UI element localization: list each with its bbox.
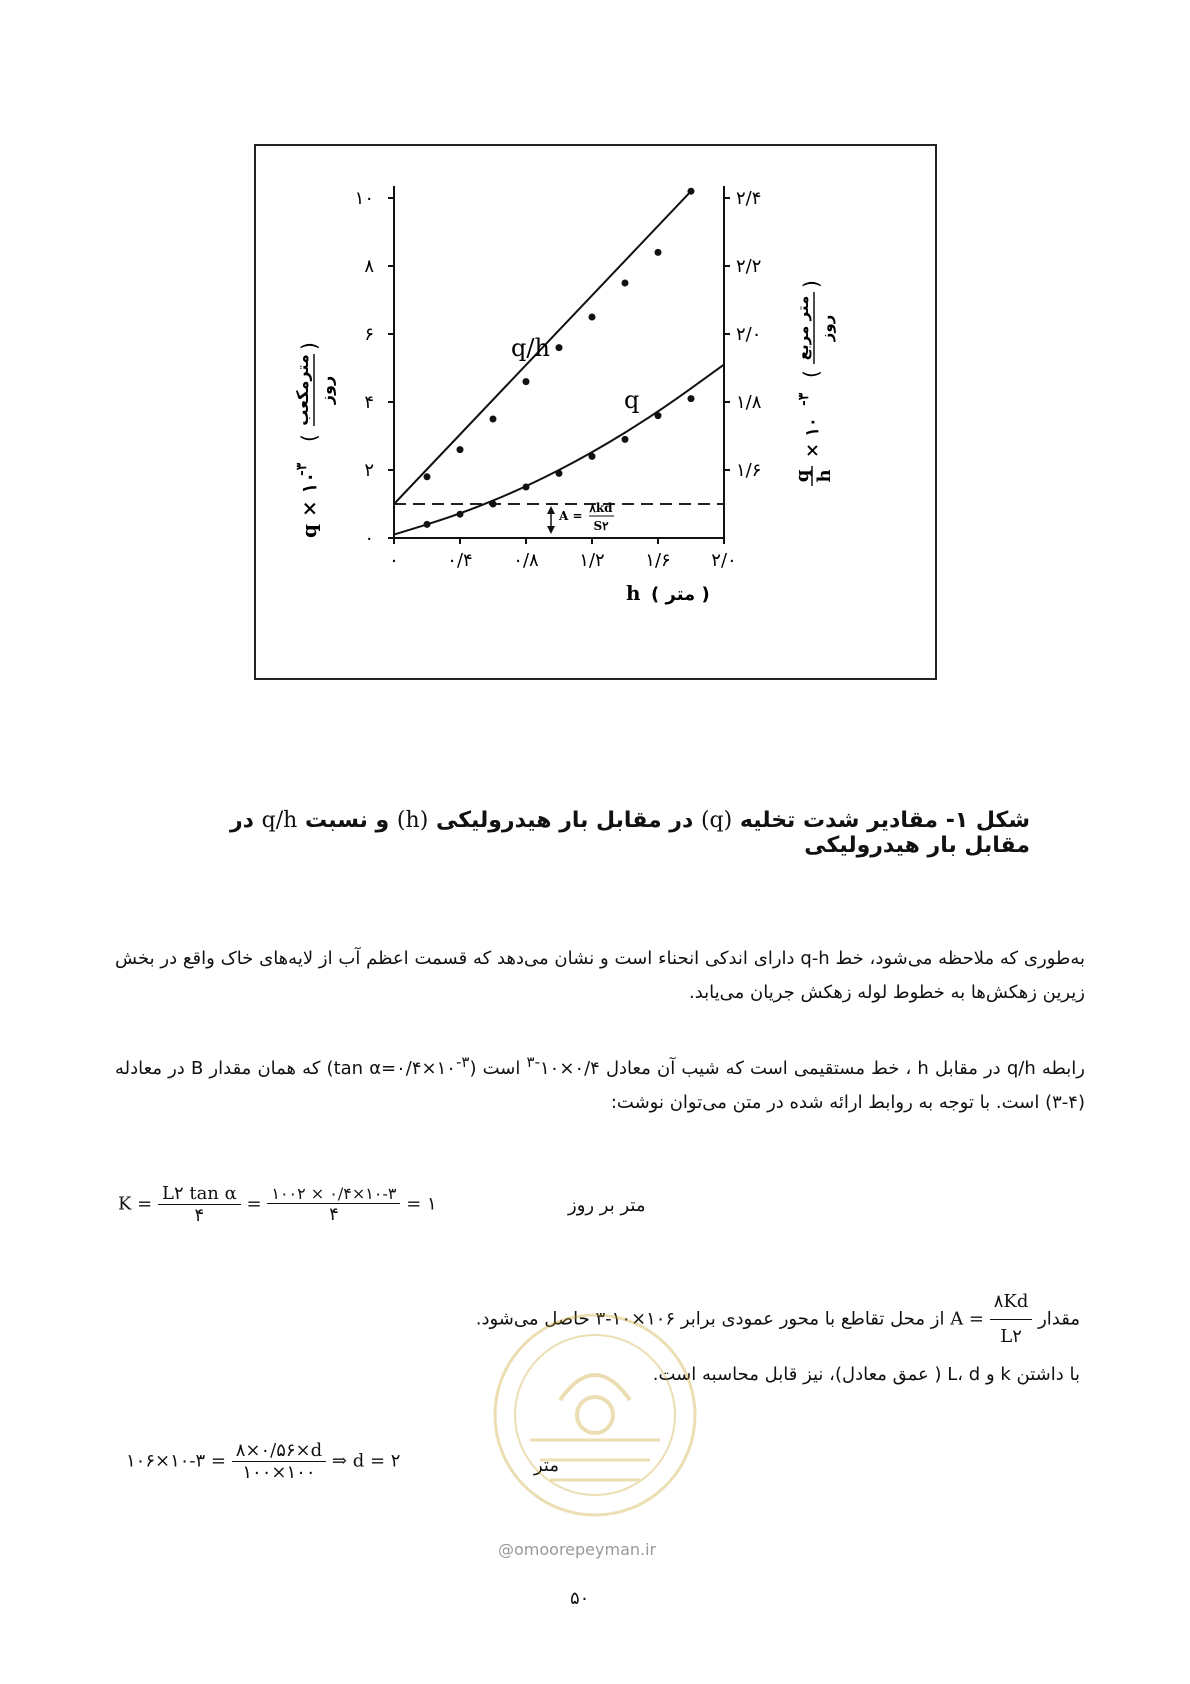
- x-tick-label: ۱/۶: [645, 550, 671, 571]
- p3-den: L۲: [1000, 1326, 1022, 1348]
- eq1-unit: متر بر روز: [568, 1195, 646, 1216]
- chart-series: [394, 188, 724, 535]
- eq2-num: ۸×۰/۵۶×d: [232, 1440, 326, 1462]
- eq1-equals: =: [246, 1193, 262, 1215]
- x-tick-label: ۲/۰: [711, 550, 737, 571]
- right-tick-label: ۲/۲: [736, 256, 762, 277]
- left-label-paren-close: ): [297, 342, 321, 350]
- right-label-paren-open: (: [799, 370, 823, 378]
- data-point-q: [556, 470, 563, 477]
- left-label-exp: -۳: [294, 462, 310, 476]
- eq1-den2: ۴: [329, 1204, 339, 1225]
- x-tick-label: ۰/۸: [513, 550, 539, 571]
- data-point-q: [490, 501, 497, 508]
- data-point-qh: [655, 249, 662, 256]
- data-point-qh: [556, 344, 563, 351]
- equation-d: [126, 1440, 400, 1483]
- x-tick-label: ۱/۲: [579, 550, 605, 571]
- right-label-mult: × ۱۰: [802, 417, 823, 458]
- eq2-den: ۱۰۰×۱۰۰: [242, 1462, 316, 1483]
- data-point-qh: [523, 378, 530, 385]
- left-tick-label: ۱۰: [354, 188, 374, 209]
- right-label-unit-num: متر مربع: [794, 295, 812, 361]
- eq2-lhs: ۱۰۶×۱۰-۳ =: [126, 1450, 226, 1472]
- eq1-frac1: [158, 1183, 241, 1226]
- eq2-rhs: ⇒ d = ۲: [331, 1450, 401, 1472]
- data-point-qh: [589, 314, 596, 321]
- annotation-A: A =: [559, 509, 583, 523]
- annotation-num: ۸kd: [589, 501, 613, 515]
- data-point-qh: [490, 416, 497, 423]
- eq1-den1: ۴: [194, 1205, 205, 1226]
- left-label-unit-num: مترمکعب: [293, 354, 312, 426]
- watermark-text: @omoorepeyman.ir: [498, 1540, 657, 1559]
- figure-caption: [160, 808, 1030, 858]
- right-tick-label: ۱/۶: [736, 460, 762, 481]
- caption-suffix: در مقابل بار هیدرولیکی: [230, 808, 1030, 858]
- right-tick-label: ۲/۰: [736, 324, 762, 345]
- intercept-arrow-head-up: [547, 506, 555, 514]
- caption-q: (q): [700, 808, 733, 833]
- page-number: ۵۰: [570, 1588, 590, 1609]
- discharge-chart: [256, 146, 935, 678]
- p3-pre: مقدار: [1038, 1308, 1080, 1330]
- left-label-var: q × ۱۰: [297, 471, 321, 538]
- x-tick-label: ۰/۴: [447, 550, 473, 571]
- eq1-lhs: K =: [118, 1193, 153, 1215]
- right-axis-label: [792, 280, 836, 486]
- eq2-frac: [232, 1440, 326, 1483]
- p3-post: از محل تقاطع با محور عمودی برابر ۱۰۶×۱۰-۳ حاصل می‌شود.: [475, 1308, 945, 1330]
- data-point-q: [655, 412, 662, 419]
- p3-frac: [990, 1285, 1033, 1354]
- left-axis-label: [293, 342, 336, 538]
- x-tick-label: ۰: [389, 550, 399, 571]
- caption-mid2: و نسبت: [304, 808, 390, 833]
- x-axis-var: h: [626, 581, 641, 605]
- annotation-den: S۲: [593, 519, 609, 533]
- p3-num: ۸Kd: [990, 1285, 1033, 1320]
- right-tick-label: ۲/۴: [736, 188, 762, 209]
- right-label-paren-close: ): [799, 280, 823, 288]
- curve-label-q: q: [624, 386, 640, 414]
- intercept-arrow-head-down: [547, 526, 555, 534]
- paragraph-4: با داشتن k و L، d ( عمق معادل)، نیز قابل محاسبه است.: [652, 1364, 1080, 1385]
- data-point-q: [424, 521, 431, 528]
- data-point-q: [688, 395, 695, 402]
- data-point-q: [523, 484, 530, 491]
- right-label-exp: -۳: [796, 392, 812, 406]
- p3-formula: [950, 1285, 1032, 1354]
- left-tick-label: ۴: [364, 392, 374, 413]
- caption-h: (h): [396, 808, 429, 833]
- equation-k: [118, 1183, 437, 1226]
- watermark-logo: [490, 1310, 700, 1520]
- right-label-unit-den: روز: [818, 314, 836, 342]
- caption-prefix: شکل ۱- مقادیر شدت تخلیه: [739, 808, 1030, 833]
- figure-frame: [254, 144, 937, 680]
- x-axis-unit: ( متر ): [651, 584, 710, 605]
- left-tick-label: ۶: [364, 324, 374, 345]
- data-point-qh: [457, 446, 464, 453]
- data-point-qh: [622, 280, 629, 287]
- left-tick-label: ۰: [364, 528, 374, 549]
- eq1-result: = ۱: [406, 1193, 437, 1215]
- data-point-q: [457, 511, 464, 518]
- left-tick-label: ۲: [364, 460, 374, 481]
- paragraph-1: به‌طوری که ملاحظه می‌شود، خط q-h دارای اندکی انحناء است و نشان می‌دهد که قسمت اعظم آب از لایه‌های خاک واقع در بخش زیرین زهکش‌ها به خطوط لوله زهکش جریان می‌یابد.: [115, 948, 1085, 1004]
- data-point-q: [622, 436, 629, 443]
- right-label-var-num: q: [792, 469, 813, 483]
- eq1-num1: L۲ tan α: [158, 1183, 241, 1205]
- p3-A: A =: [950, 1308, 984, 1330]
- eq1-num2: ۱۰۰۲ × ۰/۴×۱۰-۳: [267, 1184, 400, 1204]
- eq2-unit: متر: [534, 1455, 560, 1476]
- data-point-qh: [688, 188, 695, 195]
- data-point-qh: [424, 473, 431, 480]
- caption-mid1: در مقابل بار هیدرولیکی: [435, 808, 694, 833]
- caption-qh: q/h: [261, 808, 298, 833]
- left-tick-label: ۸: [364, 256, 374, 277]
- paragraph-2: رابطه q/h در مقابل h ، خط مستقیمی است که شیب آن معادل $۰/۴\times ۱۰^{-۳}$ است (tan $\alpha=۰/۴\times ۱۰^{-۳}$) که همان مقدار B در معادله (۴-۳) است. با توجه به روابط ارائه شده در متن می‌توان نوشت:: [115, 1053, 1085, 1114]
- right-tick-label: ۱/۸: [736, 392, 762, 413]
- eq1-frac2: [267, 1184, 400, 1225]
- left-label-paren-open: (: [297, 434, 321, 442]
- data-point-q: [589, 453, 596, 460]
- left-label-unit-den: روز: [317, 375, 336, 405]
- curve-label-qh: q/h: [511, 334, 550, 362]
- right-label-var-den: h: [814, 469, 835, 483]
- chart-axes: [394, 186, 724, 538]
